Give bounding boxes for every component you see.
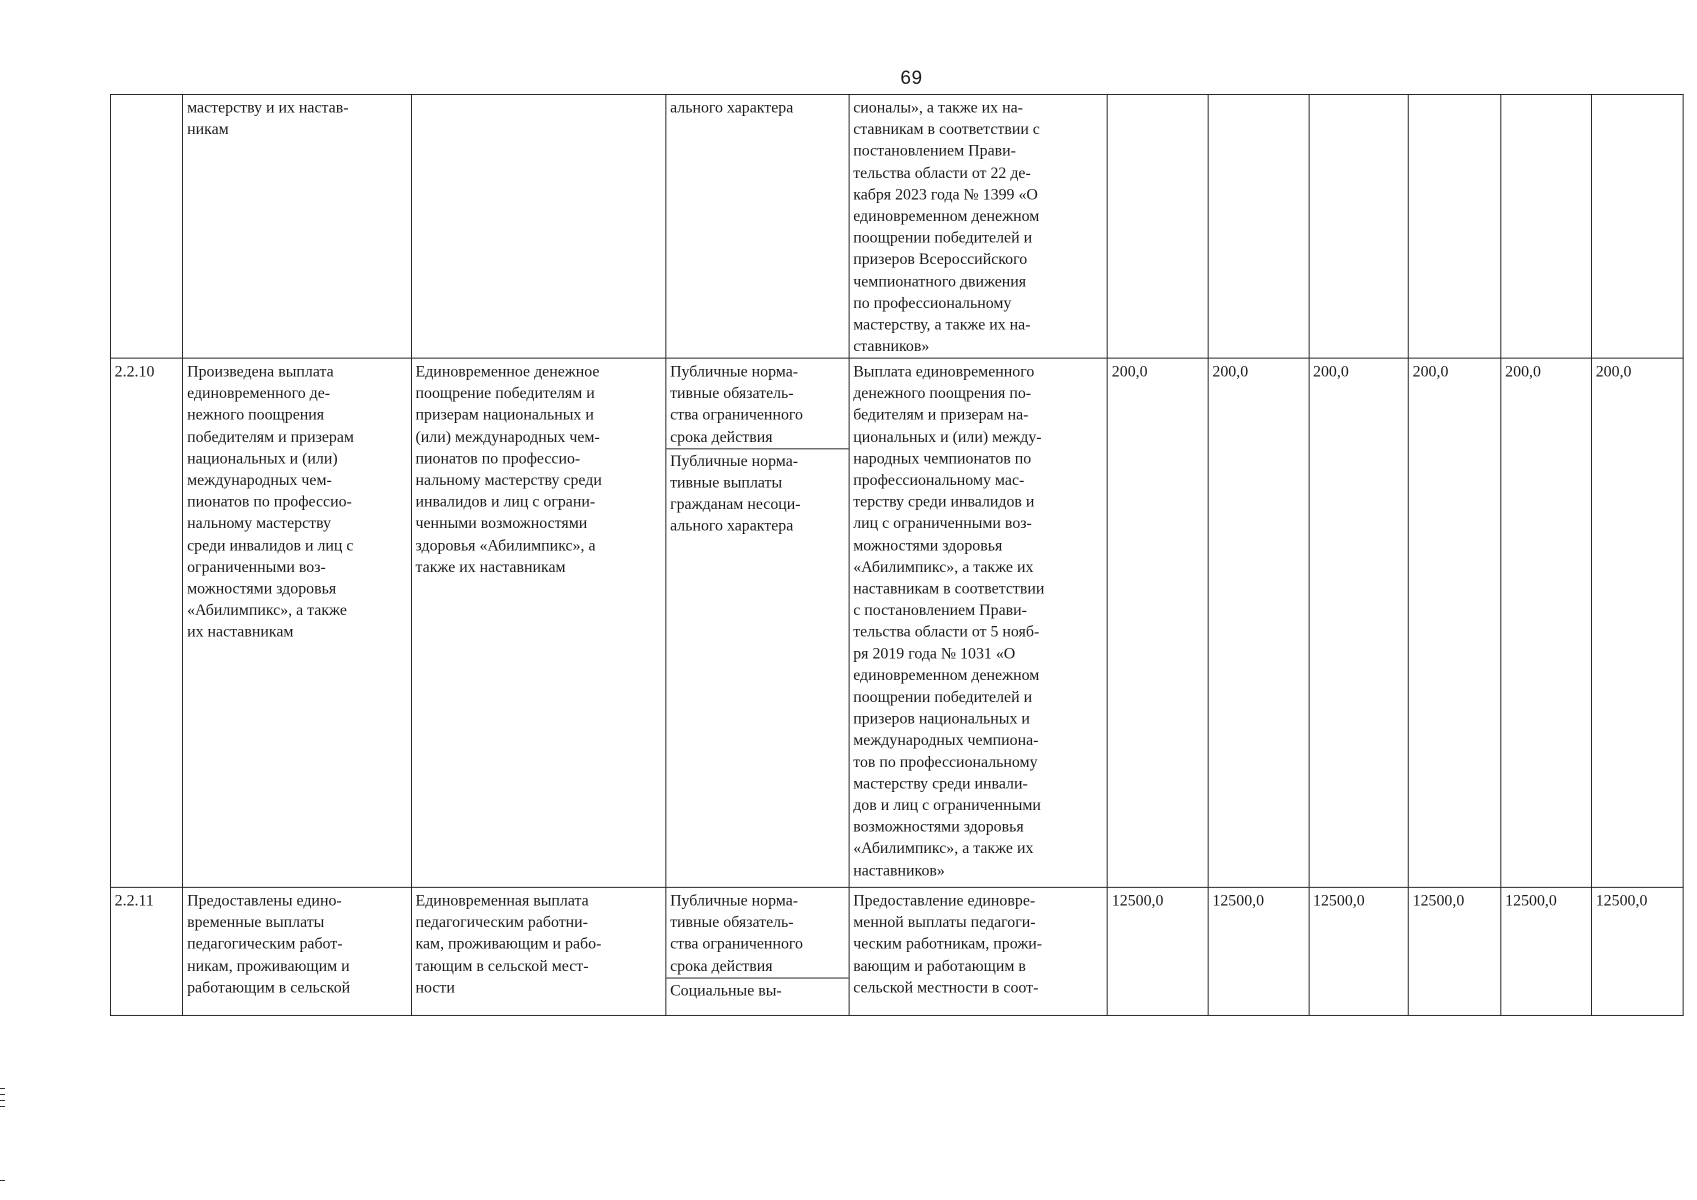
obligation-type-cell xyxy=(666,358,849,887)
cell-line: дов и лиц с ограниченными xyxy=(853,796,1041,815)
cell-line: победителям и призерам xyxy=(187,427,354,446)
obligation-type-secondary xyxy=(666,449,848,537)
cell-line: вающим и работающим в xyxy=(853,956,1026,975)
value-amount: 200,0 xyxy=(1111,362,1148,381)
value-cell xyxy=(1592,94,1684,358)
value-cell xyxy=(1501,94,1592,358)
measure-cell xyxy=(411,94,666,358)
cell-line: ального характера xyxy=(670,517,794,535)
value-cell xyxy=(1408,887,1501,1015)
cell-line: пионатов по профессио- xyxy=(187,492,352,511)
cell-line: международных чем- xyxy=(187,470,332,489)
document-table xyxy=(110,94,1684,1016)
cell-line: ря 2019 года № 1031 «О xyxy=(853,644,1016,663)
cell-line: лиц с ограниченными воз- xyxy=(853,514,1032,532)
cell-line: Социальные вы- xyxy=(670,981,782,999)
cell-line: тивные обязатель- xyxy=(670,384,794,402)
cell-line: нальному мастерству xyxy=(187,514,332,532)
cell-line: никам, проживающим и xyxy=(187,956,350,975)
obligation-type-cell xyxy=(666,94,849,358)
cell-line: поощрении победителей и xyxy=(853,228,1033,247)
cell-line: поощрении победителей и xyxy=(853,687,1033,706)
cell-line: кам, проживающим и рабо- xyxy=(415,934,602,953)
cell-line: нежного поощрения xyxy=(187,405,325,424)
cell-line: здоровья «Абилимпикс», а xyxy=(415,535,596,554)
value-cell xyxy=(1408,94,1501,358)
cell-line: постановлением Прави- xyxy=(853,142,1016,160)
cell-line: педагогическим работни- xyxy=(415,913,588,932)
value-cell xyxy=(1208,94,1309,358)
table-row xyxy=(110,358,1683,887)
value-cell xyxy=(1501,358,1592,887)
cell-line: единовременном денежном xyxy=(853,207,1040,225)
cell-line: чемпионатного движения xyxy=(853,272,1027,290)
cell-line: гражданам несоци- xyxy=(670,495,801,514)
value-amount: 12500,0 xyxy=(1412,891,1465,910)
row-code: 2.2.10 xyxy=(114,362,155,381)
table-row xyxy=(110,94,1683,358)
value-cell xyxy=(1108,358,1209,887)
cell-line: Предоставление единовре- xyxy=(853,891,1036,910)
cell-line: тельства области от 5 нояб- xyxy=(853,622,1040,641)
cell-line: тающим в сельской мест- xyxy=(415,956,589,975)
cell-line: педагогическим работ- xyxy=(187,934,343,953)
cell-line: (или) международных чем- xyxy=(415,427,600,446)
cell-line: денежного поощрения по- xyxy=(853,384,1032,402)
cell-line: также их наставникам xyxy=(415,557,566,576)
measure-cell xyxy=(411,887,666,1015)
cell-line: призеров национальных и xyxy=(853,709,1030,728)
value-cell xyxy=(1108,94,1209,358)
cell-line: бедителям и призерам на- xyxy=(853,405,1029,424)
cell-line: Выплата единовременного xyxy=(853,362,1035,381)
value-amount: 200,0 xyxy=(1505,362,1541,381)
row-code-cell xyxy=(110,358,182,887)
cell-line: их наставникам xyxy=(187,622,294,641)
cell-line: тивные выплаты xyxy=(670,473,783,492)
cell-line: Публичные норма- xyxy=(670,891,799,910)
value-cell xyxy=(1108,887,1209,1015)
cell-line: можностями здоровья xyxy=(187,579,337,598)
cell-line: инвалидов и лиц с ограни- xyxy=(415,492,596,511)
cell-line: Единовременное денежное xyxy=(415,362,600,381)
value-cell xyxy=(1208,358,1309,887)
margin-mark xyxy=(0,1094,5,1095)
cell-line: ального характера xyxy=(670,98,794,117)
cell-line: ческим работникам, прожи- xyxy=(853,934,1043,953)
cell-line: профессиональному мас- xyxy=(853,470,1025,489)
cell-line: призеров Всероссийского xyxy=(853,250,1028,269)
value-cell xyxy=(1592,358,1684,887)
result-cell xyxy=(183,358,411,887)
margin-mark xyxy=(0,1100,5,1101)
cell-line: сельской местности в соот- xyxy=(853,978,1039,997)
cell-line: работающим в сельской xyxy=(187,978,351,997)
description-cell xyxy=(849,887,1108,1015)
cell-line: пионатов по профессио- xyxy=(415,449,581,467)
row-code-cell xyxy=(110,887,182,1015)
result-cell xyxy=(183,94,411,358)
value-amount: 12500,0 xyxy=(1111,891,1164,910)
value-cell xyxy=(1501,887,1592,1015)
cell-line: кабря 2023 года № 1399 «О xyxy=(853,185,1038,204)
cell-line: народных чемпионатов по xyxy=(853,449,1032,467)
value-amount: 200,0 xyxy=(1595,362,1632,381)
cell-line: наставникам в соответствии xyxy=(853,579,1045,598)
cell-line: ставников» xyxy=(853,337,930,356)
cell-line: тивные обязатель- xyxy=(670,913,794,932)
cell-line: мастерству и их настав- xyxy=(187,98,349,117)
margin-mark xyxy=(0,1088,5,1089)
cell-line: среди инвалидов и лиц с xyxy=(187,535,354,554)
cell-line: наставников» xyxy=(853,861,945,880)
row-code: 2.2.11 xyxy=(114,891,154,910)
cell-line: международных чемпиона- xyxy=(853,731,1039,749)
value-amount: 12500,0 xyxy=(1595,891,1648,910)
cell-line: терству среди инвалидов и xyxy=(853,492,1035,511)
cell-line: можностями здоровья xyxy=(853,535,1003,554)
cell-line: нальному мастерству среди xyxy=(415,470,602,489)
cell-line: ства ограниченного xyxy=(670,405,803,424)
value-cell xyxy=(1309,358,1409,887)
cell-line: мастерству среди инвали- xyxy=(853,774,1028,793)
cell-line: возможностями здоровья xyxy=(853,817,1024,836)
cell-line: национальных и (или) xyxy=(187,449,338,467)
table-row xyxy=(110,887,1683,1015)
cell-line: по профессиональному xyxy=(853,293,1012,312)
value-cell xyxy=(1408,358,1501,887)
cell-line: никам xyxy=(187,120,229,139)
page-number: 69 xyxy=(900,68,923,89)
cell-line: Единовременная выплата xyxy=(415,891,589,910)
row-code-cell xyxy=(110,94,182,358)
obligation-type-primary xyxy=(666,890,848,979)
cell-line: единовременного де- xyxy=(187,384,331,402)
value-amount: 200,0 xyxy=(1212,362,1249,381)
cell-line: Произведена выплата xyxy=(187,362,334,381)
cell-line: тельства области от 22 де- xyxy=(853,163,1031,182)
description-cell xyxy=(849,358,1108,887)
cell-line: Публичные норма- xyxy=(670,362,799,381)
value-cell xyxy=(1309,887,1409,1015)
cell-line: тов по профессиональному xyxy=(853,752,1038,771)
value-amount: 200,0 xyxy=(1412,362,1449,381)
cell-line: единовременном денежном xyxy=(853,666,1040,684)
cell-line: призерам национальных и xyxy=(415,405,594,424)
cell-line: ства ограниченного xyxy=(670,934,803,953)
value-amount: 200,0 xyxy=(1313,362,1349,381)
value-cell xyxy=(1592,887,1684,1015)
obligation-type-cell xyxy=(666,887,849,1015)
value-amount: 12500,0 xyxy=(1313,891,1365,910)
obligation-type-secondary xyxy=(666,978,848,1001)
value-amount: 12500,0 xyxy=(1212,891,1265,910)
result-cell xyxy=(183,887,411,1015)
cell-line: срока действия xyxy=(670,956,773,975)
cell-line: сионалы», а также их на- xyxy=(853,98,1023,117)
cell-line: Публичные норма- xyxy=(670,451,799,470)
cell-line: поощрение победителям и xyxy=(415,384,595,402)
cell-line: Предоставлены едино- xyxy=(187,891,342,910)
cell-line: ности xyxy=(415,978,455,997)
cell-line: «Абилимпикс», а также их xyxy=(853,839,1034,858)
cell-line: «Абилимпикс», а также их xyxy=(853,557,1034,576)
value-cell xyxy=(1309,94,1409,358)
obligation-type-primary xyxy=(666,360,848,449)
value-cell xyxy=(1208,887,1309,1015)
description-cell xyxy=(849,94,1108,358)
cell-line: циональных и (или) между- xyxy=(853,427,1042,446)
cell-line: менной выплаты педагоги- xyxy=(853,913,1036,932)
cell-line: срока действия xyxy=(670,427,773,446)
value-amount: 12500,0 xyxy=(1505,891,1557,910)
cell-line: ченными возможностями xyxy=(415,514,588,532)
margin-mark xyxy=(0,1106,5,1107)
cell-line: ставникам в соответствии с xyxy=(853,120,1040,139)
cell-line: с постановлением Прави- xyxy=(853,600,1027,619)
cell-line: мастерству, а также их на- xyxy=(853,315,1031,334)
measure-cell xyxy=(411,358,666,887)
cell-line: ограниченными воз- xyxy=(187,557,326,576)
cell-line: «Абилимпикс», а также xyxy=(187,600,347,619)
margin-mark xyxy=(0,1180,5,1181)
cell-line: временные выплаты xyxy=(187,913,325,932)
